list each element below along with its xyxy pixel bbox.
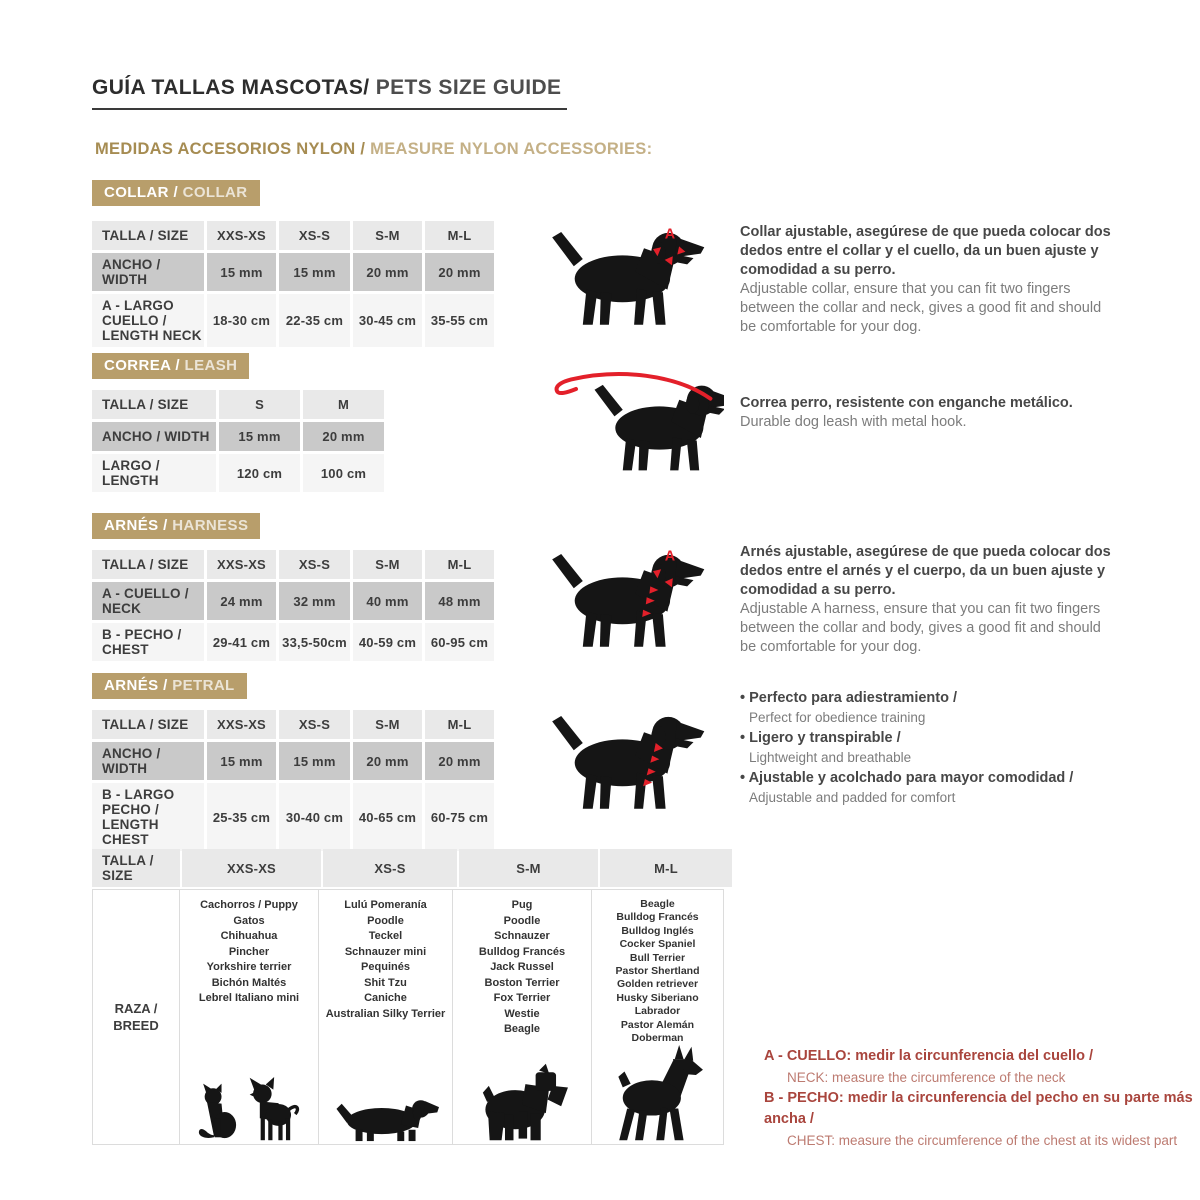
harness-dog-illustration: [543, 536, 718, 653]
harness-chest-label: B - PECHO / CHEST: [92, 623, 204, 661]
marker-a-label: A: [664, 226, 676, 243]
harness-header-size: TALLA / SIZE: [92, 550, 204, 579]
chihuahua-silhouette: [248, 1076, 302, 1142]
harness-neck-value: 48 mm: [425, 582, 494, 620]
harness-description: [740, 543, 1120, 657]
leash-width-value: 15 mm: [219, 422, 300, 451]
petral-badge-en: PETRAL: [167, 677, 235, 694]
petral-bullet-en: Adjustable and padded for comfort: [749, 790, 956, 805]
petral-width-label: ANCHO / WIDTH: [92, 742, 204, 780]
harness-chest-value: 60-95 cm: [425, 623, 494, 661]
collar-badge-es: COLLAR /: [104, 184, 179, 201]
harness-header-ml: M-L: [425, 550, 494, 579]
collar-neck-value: 30-45 cm: [353, 294, 422, 347]
collar-size-table: [92, 221, 494, 347]
collar-badge-en: COLLAR: [178, 184, 248, 201]
measuring-notes: [764, 1046, 1194, 1151]
petral-bullet-es: • Ligero y transpirable /: [740, 728, 1140, 748]
collar-header-ml: M-L: [425, 221, 494, 250]
note-chest-en: CHEST: measure the circumference of the chest at its widest part: [787, 1133, 1178, 1148]
harness-chest-value: 29-41 cm: [207, 623, 276, 661]
breed-header-xxs: XXS-XS: [182, 849, 321, 887]
harness-neck-value: 32 mm: [279, 582, 350, 620]
doberman-silhouette: [606, 1045, 710, 1142]
petral-header-xxs: XXS-XS: [207, 710, 276, 739]
petral-width-value: 15 mm: [279, 742, 350, 780]
leash-description: [740, 394, 1120, 432]
collar-width-value: 20 mm: [425, 253, 494, 291]
breed-table-header: [92, 849, 732, 887]
petral-bullet-es: • Perfecto para adiestramiento /: [740, 688, 1140, 708]
collar-width-label: ANCHO / WIDTH: [92, 253, 204, 291]
dachshund-silhouette: [333, 1088, 439, 1142]
petral-bullet-es: • Ajustable y acolchado para mayor comodidad /: [740, 768, 1140, 788]
collar-width-value: 15 mm: [279, 253, 350, 291]
leash-header-size: TALLA / SIZE: [92, 390, 216, 419]
breed-header-xs: XS-S: [323, 849, 457, 887]
petral-header-xs: XS-S: [279, 710, 350, 739]
leash-desc-en: Durable dog leash with metal hook.: [740, 414, 967, 430]
petral-header-ml: M-L: [425, 710, 494, 739]
harness-header-xxs: XXS-XS: [207, 550, 276, 579]
leash-header-m: M: [303, 390, 384, 419]
petral-header-sm: S-M: [353, 710, 422, 739]
harness-chest-value: 33,5-50cm: [279, 623, 350, 661]
breed-list-xxs-xs: Cachorros / Puppy Gatos Chihuahua Pincher Yorkshire terrier Bichón Maltés Lebrel Italiano mini: [198, 899, 300, 1004]
breed-header-size: TALLA / SIZE: [92, 849, 180, 887]
breed-header-ml: M-L: [600, 849, 732, 887]
leash-size-table: [92, 390, 384, 492]
breed-list-m-l: Beagle Bulldog Francés Bulldog Inglés Cocker Spaniel Bull Terrier Pastor Shertland Golden retriever Husky Siberiano Labrador Pastor Alemán Doberman: [615, 898, 700, 1045]
breed-row-label: RAZA / BREED: [113, 1001, 159, 1034]
cat-silhouette: [197, 1082, 243, 1142]
note-neck-es: A - CUELLO: medir la circunferencia del cuello /: [764, 1048, 1094, 1064]
breed-header-sm: S-M: [459, 849, 598, 887]
harness-size-table: [92, 550, 494, 661]
petral-width-value: 20 mm: [353, 742, 422, 780]
subtitle-es: MEDIDAS ACCESORIOS NYLON /: [95, 140, 366, 158]
petral-header-size: TALLA / SIZE: [92, 710, 204, 739]
petral-chest-value: 40-65 cm: [353, 783, 422, 851]
leash-length-value: 100 cm: [303, 454, 384, 492]
collar-description: [740, 223, 1120, 337]
petral-width-value: 15 mm: [207, 742, 276, 780]
collar-width-value: 15 mm: [207, 253, 276, 291]
petral-chest-label: B - LARGO PECHO / LENGTH CHEST: [92, 783, 204, 851]
petral-bullet-en: Perfect for obedience training: [749, 710, 926, 725]
harness-neck-value: 24 mm: [207, 582, 276, 620]
page-title-es: GUÍA TALLAS MASCOTAS/: [92, 76, 370, 99]
breed-cell-xxs-xs: [180, 889, 319, 1145]
collar-width-value: 20 mm: [353, 253, 422, 291]
petral-chest-value: 60-75 cm: [425, 783, 494, 851]
breed-list-s-m: Pug Poodle Schnauzer Bulldog Francés Jack Russel Boston Terrier Fox Terrier Westie Beagle: [478, 899, 566, 1035]
petral-bullet-en: Lightweight and breathable: [749, 750, 912, 765]
breed-cell-xs-s: [319, 889, 453, 1145]
petral-dog-illustration: [543, 698, 718, 815]
leash-width-value: 20 mm: [303, 422, 384, 451]
collar-dog-illustration: [543, 214, 718, 331]
petral-width-value: 20 mm: [425, 742, 494, 780]
note-chest-es: B - PECHO: medir la circunferencia del pecho en su parte más ancha /: [764, 1090, 1193, 1127]
collar-desc-en: Adjustable collar, ensure that you can fit two fingers between the collar and neck, gives a good fit and should be comfortable for your dog.: [740, 281, 1102, 335]
petral-size-table: [92, 710, 494, 851]
harness-section-badge: [92, 513, 260, 539]
petral-chest-value: 30-40 cm: [279, 783, 350, 851]
subtitle-en: MEASURE NYLON ACCESSORIES:: [365, 140, 653, 158]
harness-neck-label: A - CUELLO / NECK: [92, 582, 204, 620]
harness-desc-en: Adjustable A harness, ensure that you can fit two fingers between the collar and body, gives a good fit and should be comfortable for your dog.: [740, 601, 1101, 655]
petral-chest-value: 25-35 cm: [207, 783, 276, 851]
collar-desc-es: Collar ajustable, asegúrese de que pueda colocar dos dedos entre el collar y el cuello, da un buen ajuste y comodidad a su perro.: [740, 224, 1111, 278]
note-neck-en: NECK: measure the circumference of the neck: [787, 1070, 1066, 1085]
petral-section-badge: [92, 673, 247, 699]
collar-neck-value: 22-35 cm: [279, 294, 350, 347]
harness-header-sm: S-M: [353, 550, 422, 579]
harness-neck-value: 40 mm: [353, 582, 422, 620]
page-subtitle: [95, 140, 652, 159]
collar-neck-label: A - LARGO CUELLO / LENGTH NECK: [92, 294, 204, 347]
leash-desc-es: Correa perro, resistente con enganche metálico.: [740, 395, 1073, 411]
leash-badge-en: LEASH: [179, 357, 238, 374]
schnauzer-silhouette: [476, 1062, 568, 1142]
leash-dog-illustration: [536, 360, 724, 478]
collar-header-xxs: XXS-XS: [207, 221, 276, 250]
breed-cell-m-l: [592, 889, 724, 1145]
breed-cell-s-m: [453, 889, 592, 1145]
leash-width-label: ANCHO / WIDTH: [92, 422, 216, 451]
harness-badge-en: HARNESS: [167, 517, 249, 534]
leash-section-badge: [92, 353, 249, 379]
breed-row-label-cell: [92, 889, 180, 1145]
collar-neck-value: 35-55 cm: [425, 294, 494, 347]
leash-length-label: LARGO / LENGTH: [92, 454, 216, 492]
collar-header-size: TALLA / SIZE: [92, 221, 204, 250]
harness-desc-es: Arnés ajustable, asegúrese de que pueda colocar dos dedos entre el arnés y el cuerpo, da un buen ajuste y comodidad a su perro.: [740, 544, 1111, 598]
leash-header-s: S: [219, 390, 300, 419]
harness-badge-es: ARNÉS /: [104, 517, 168, 534]
leash-badge-es: CORREA /: [104, 357, 180, 374]
breed-list-xs-s: Lulú Pomeranía Poodle Teckel Schnauzer mini Pequinés Shit Tzu Caniche Australian Silky Terrier: [325, 899, 446, 1020]
petral-feature-list: [740, 688, 1140, 808]
page-title-en: PETS SIZE GUIDE: [369, 76, 562, 99]
breed-size-table: [92, 849, 732, 1135]
leash-length-value: 120 cm: [219, 454, 300, 492]
leash-line-icon: [557, 374, 711, 399]
collar-neck-value: 18-30 cm: [207, 294, 276, 347]
collar-section-badge: [92, 180, 260, 206]
page-title: [92, 76, 567, 110]
harness-chest-value: 40-59 cm: [353, 623, 422, 661]
breed-table-body: [92, 889, 732, 1135]
marker-a-label: A: [664, 548, 676, 565]
petral-badge-es: ARNÉS /: [104, 677, 168, 694]
collar-header-sm: S-M: [353, 221, 422, 250]
collar-header-xs: XS-S: [279, 221, 350, 250]
harness-header-xs: XS-S: [279, 550, 350, 579]
